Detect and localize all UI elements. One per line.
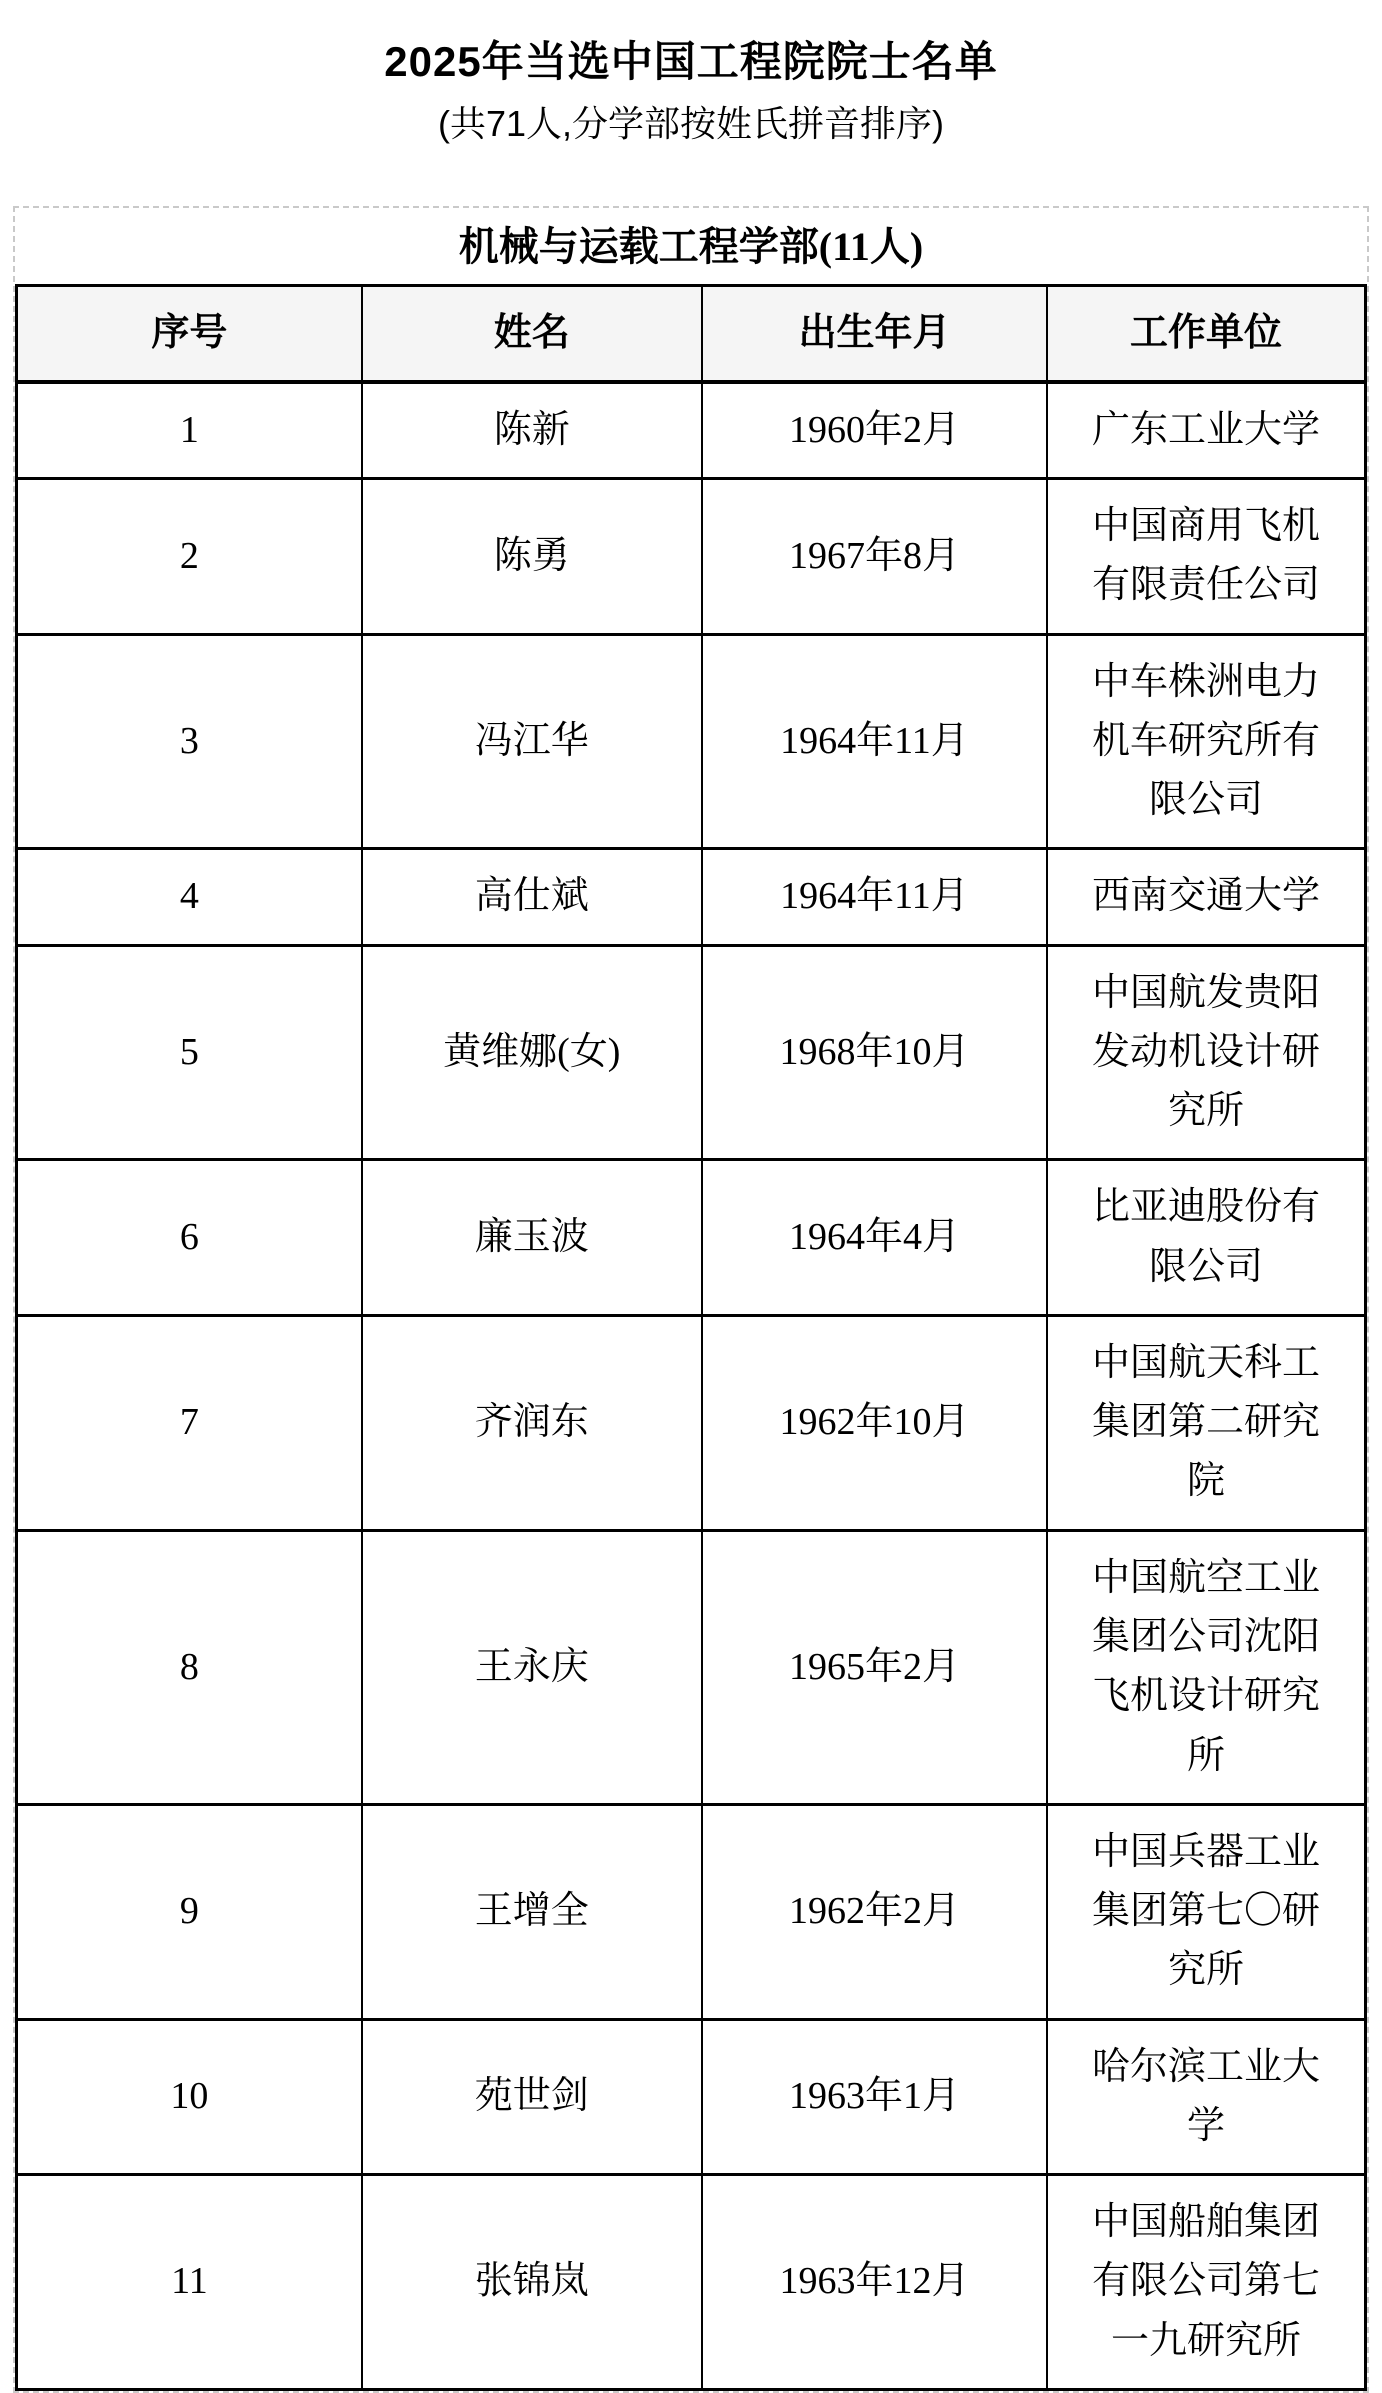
page-title: 2025年当选中国工程院院士名单 <box>384 38 998 85</box>
cell-name: 冯江华 <box>362 634 702 849</box>
table-row <box>17 849 1366 945</box>
cell-name: 高仕斌 <box>362 849 702 945</box>
table-row <box>17 382 1366 479</box>
cell-row-number: 10 <box>17 2019 362 2175</box>
cell-work-unit: 中车株洲电力机车研究所有限公司 <box>1047 634 1365 849</box>
cell-name: 王永庆 <box>362 1530 702 1804</box>
table-header <box>17 285 1366 382</box>
header-row <box>17 285 1366 382</box>
cell-birth-date: 1967年8月 <box>702 479 1047 635</box>
cell-birth-date: 1968年10月 <box>702 945 1047 1160</box>
page-subtitle: (共71人,分学部按姓氏拼音排序) <box>437 102 945 144</box>
table-row <box>17 945 1366 1160</box>
cell-name: 王增全 <box>362 1804 702 2019</box>
cell-birth-date: 1960年2月 <box>702 382 1047 479</box>
cell-work-unit: 中国船舶集团有限公司第七一九研究所 <box>1047 2175 1365 2390</box>
cell-row-number: 9 <box>17 1804 362 2019</box>
cell-name: 张锦岚 <box>362 2175 702 2390</box>
cell-name: 陈勇 <box>362 479 702 635</box>
table-row <box>17 634 1366 849</box>
cell-work-unit: 广东工业大学 <box>1047 382 1365 479</box>
table-row <box>17 479 1366 635</box>
academicians-table <box>15 284 1367 2391</box>
cell-name: 齐润东 <box>362 1315 702 1530</box>
cell-row-number: 8 <box>17 1530 362 1804</box>
cell-birth-date: 1963年12月 <box>702 2175 1047 2390</box>
cell-row-number: 4 <box>17 849 362 945</box>
cell-work-unit: 比亚迪股份有限公司 <box>1047 1160 1365 1316</box>
column-header-unit: 工作单位 <box>1047 285 1365 382</box>
cell-name: 黄维娜(女) <box>362 945 702 1160</box>
table-row <box>17 1804 1366 2019</box>
cell-name: 陈新 <box>362 382 702 479</box>
table-row <box>17 1315 1366 1530</box>
cell-work-unit: 中国航天科工集团第二研究院 <box>1047 1315 1365 1530</box>
cell-birth-date: 1962年2月 <box>702 1804 1047 2019</box>
cell-work-unit: 中国兵器工业集团第七〇研究所 <box>1047 1804 1365 2019</box>
cell-row-number: 3 <box>17 634 362 849</box>
cell-work-unit: 中国航空工业集团公司沈阳飞机设计研究所 <box>1047 1530 1365 1804</box>
section-heading: 机械与运载工程学部(11人) <box>458 223 924 269</box>
cell-birth-date: 1964年11月 <box>702 634 1047 849</box>
table-row <box>17 2019 1366 2175</box>
cell-work-unit: 中国商用飞机有限责任公司 <box>1047 479 1365 635</box>
cell-birth-date: 1963年1月 <box>702 2019 1047 2175</box>
cell-work-unit: 中国航发贵阳发动机设计研究所 <box>1047 945 1365 1160</box>
cell-row-number: 6 <box>17 1160 362 1316</box>
cell-work-unit: 哈尔滨工业大学 <box>1047 2019 1365 2175</box>
table-row <box>17 2175 1366 2390</box>
column-header-birth: 出生年月 <box>702 285 1047 382</box>
cell-birth-date: 1964年11月 <box>702 849 1047 945</box>
cell-birth-date: 1962年10月 <box>702 1315 1047 1530</box>
cell-row-number: 11 <box>17 2175 362 2390</box>
cell-name: 廉玉波 <box>362 1160 702 1316</box>
table-row <box>17 1160 1366 1316</box>
cell-row-number: 7 <box>17 1315 362 1530</box>
cell-birth-date: 1964年4月 <box>702 1160 1047 1316</box>
cell-birth-date: 1965年2月 <box>702 1530 1047 1804</box>
cell-row-number: 1 <box>17 382 362 479</box>
cell-row-number: 2 <box>17 479 362 635</box>
column-header-name: 姓名 <box>362 285 702 382</box>
cell-name: 苑世剑 <box>362 2019 702 2175</box>
division-section <box>13 206 1369 2393</box>
table-row <box>17 1530 1366 1804</box>
cell-work-unit: 西南交通大学 <box>1047 849 1365 945</box>
table-body <box>17 382 1366 2390</box>
cell-row-number: 5 <box>17 945 362 1160</box>
column-header-no: 序号 <box>17 285 362 382</box>
document-header <box>0 0 1382 146</box>
